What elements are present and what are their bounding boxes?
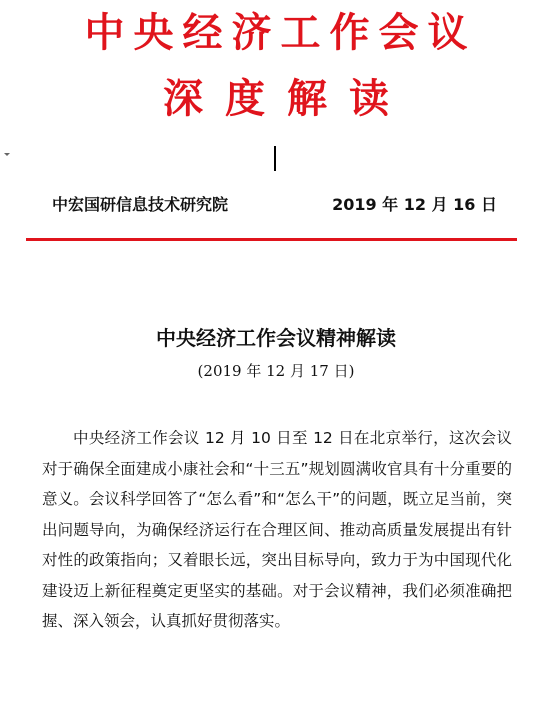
text-cursor [274,146,276,171]
report-title-line-1: 中央经济工作会议 [84,10,477,56]
article-date: (2019 年 12 月 17 日) [197,362,355,380]
article-title: 中央经济工作会议精神解读 [156,326,396,350]
issue-date: 2019 年 12 月 16 日 [332,195,497,214]
report-title-line-2: 深度解读 [163,76,411,122]
issuer-name: 中宏国研信息技术研究院 [52,195,229,214]
article-paragraph: 中央经济工作会议 12 月 10 日至 12 日在北京举行，这次会议对于确保全面建成小康社会和“十三五”规划圆满收官具有十分重要的意义。会议科学回答了“怎么看”和“怎么干”的问题，既立足当前，突出问题导向，为确保经济运行在合理区间、推动高质量发展提出有针对性的政策指向；又着眼长远，突出目标导向，致力于为中国现代化建设迈上新征程奠定更坚实的基础。对于会议精神，我们必须准确把握、深入领会，认真抓好贯彻落实。 [42,429,512,630]
header-divider [26,238,517,241]
collapse-caret-icon[interactable] [4,153,10,156]
